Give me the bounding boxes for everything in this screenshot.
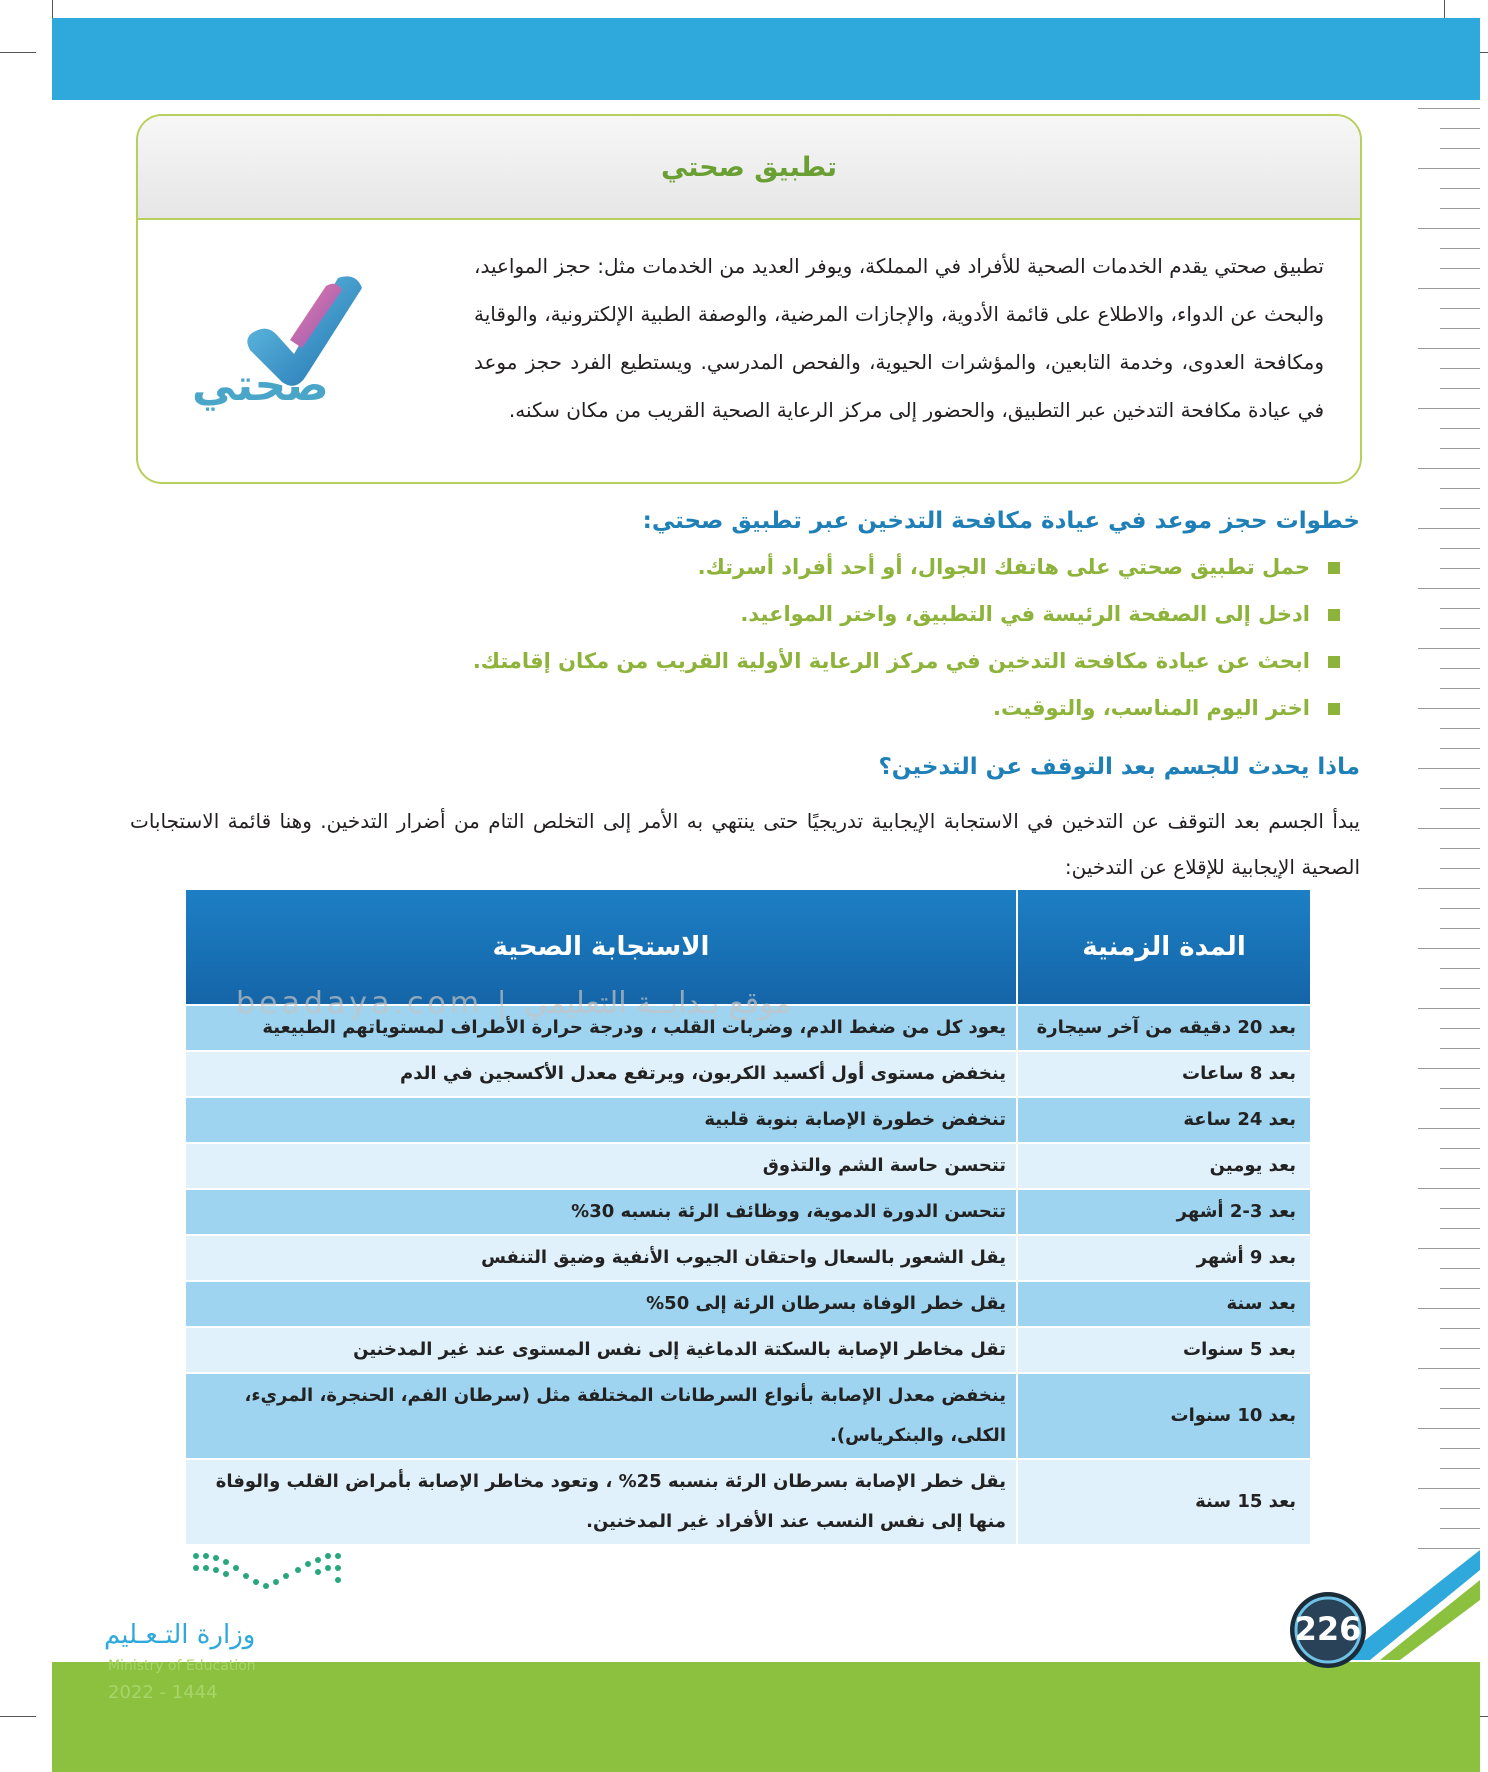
period-cell: بعد 10 سنوات <box>1017 1373 1311 1459</box>
ruler-tick <box>1440 1208 1480 1209</box>
sehhaty-logo <box>192 256 388 426</box>
response-cell: ينخفض معدل الإصابة بأنواع السرطانات المختلفة مثل (سرطان الفم، الحنجرة، المريء، الكلى، والبنكرياس). <box>185 1373 1017 1459</box>
ruler-tick <box>1418 288 1480 289</box>
app-box-header <box>138 116 1360 220</box>
ruler-tick <box>1440 848 1480 849</box>
response-cell: تنخفض خطورة الإصابة بنوبة قلبية <box>185 1097 1017 1143</box>
table-row <box>185 1097 1311 1143</box>
ruler-tick <box>1418 828 1480 829</box>
table-row <box>185 1189 1311 1235</box>
ruler-tick <box>1418 1188 1480 1189</box>
ruler-tick <box>1418 1008 1480 1009</box>
app-info-box <box>136 114 1362 484</box>
step-text: حمل تطبيق صحتي على هاتفك الجوال، أو أحد أفراد أسرتك. <box>697 555 1310 579</box>
ruler-tick <box>1440 1028 1480 1029</box>
ruler-tick <box>1440 1408 1480 1409</box>
response-cell: يقل خطر الإصابة بسرطان الرئة بنسبه 25% ، وتعود مخاطر الإصابة بأمراض القلب والوفاة منها إلى نفس النسب عند الأفراد غير المدخنين. <box>185 1459 1017 1545</box>
ruler-tick <box>1440 688 1480 689</box>
ruler-tick <box>1440 668 1480 669</box>
response-cell: يقل خطر الوفاة بسرطان الرئة إلى 50% <box>185 1281 1017 1327</box>
response-cell: يعود كل من ضغط الدم، وضربات القلب ، ودرجة حرارة الأطراف لمستوياتهم الطبيعية <box>185 1005 1017 1051</box>
ruler-tick <box>1440 388 1480 389</box>
ruler-tick <box>1440 1288 1480 1289</box>
response-cell: ينخفض مستوى أول أكسيد الكربون، ويرتفع معدل الأكسجين في الدم <box>185 1051 1017 1097</box>
ministry-name-en: Ministry of Education <box>108 1658 256 1674</box>
app-box-paragraph: تطبيق صحتي يقدم الخدمات الصحية للأفراد في المملكة، ويوفر العديد من الخدمات مثل: حجز المواعيد، والبحث عن الدواء، والاطلاع على قائمة الأدوية، والإجازات المرضية، والوصفة الطبية الإلكترونية، والوقاية ومكافحة العدوى، وخدمة التابعين، والمؤشرات الحيوية، والفحص المدرسي. ويستطيع الفرد حجز موعد في عيادة مكافحة التدخين عبر التطبيق، والحضور إلى مركز الرعاية الصحية القريب من مكان سكنه. <box>474 254 1324 422</box>
ruler-tick <box>1440 728 1480 729</box>
ruler-tick <box>1440 1148 1480 1149</box>
ruler-tick <box>1440 1108 1480 1109</box>
ruler-tick <box>1440 148 1480 149</box>
list-item <box>473 646 1340 693</box>
ruler-tick <box>1440 548 1480 549</box>
ruler-tick <box>1440 568 1480 569</box>
ruler-tick <box>1440 368 1480 369</box>
ruler-tick <box>1440 868 1480 869</box>
crop-mark <box>0 52 36 53</box>
ruler-tick <box>1440 128 1480 129</box>
ruler-tick <box>1418 408 1480 409</box>
ruler-tick <box>1440 488 1480 489</box>
section-heading: ماذا يحدث للجسم بعد التوقف عن التدخين؟ <box>878 754 1360 780</box>
ruler-tick <box>1418 1128 1480 1129</box>
ruler-tick <box>1440 1388 1480 1389</box>
ruler-tick <box>1418 1308 1480 1309</box>
ruler-tick <box>1440 188 1480 189</box>
ruler-tick <box>1440 1328 1480 1329</box>
table-row <box>185 1459 1311 1545</box>
ruler-tick <box>1418 648 1480 649</box>
ruler-tick <box>1418 708 1480 709</box>
ruler-tick <box>1440 908 1480 909</box>
ruler-tick <box>1418 228 1480 229</box>
period-cell: بعد 15 سنة <box>1017 1459 1311 1545</box>
section-intro: يبدأ الجسم بعد التوقف عن التدخين في الاستجابة الإيجابية تدريجيًا حتى ينتهي به الأمر إلى التخلص التام من أضرار التدخين. وهنا قائمة الاستجابات الصحية الإيجابية للإقلاع عن التدخين: <box>130 809 1360 879</box>
table-row <box>185 1281 1311 1327</box>
ruler-tick <box>1440 508 1480 509</box>
period-cell: بعد 9 أشهر <box>1017 1235 1311 1281</box>
period-cell: بعد 24 ساعة <box>1017 1097 1311 1143</box>
page-number: 226 <box>1294 1610 1362 1648</box>
ruler-tick <box>1440 208 1480 209</box>
crop-mark <box>0 1716 36 1717</box>
period-cell: بعد 8 ساعات <box>1017 1051 1311 1097</box>
ruler-tick <box>1418 168 1480 169</box>
response-cell: تتحسن حاسة الشم والتذوق <box>185 1143 1017 1189</box>
ruler-tick <box>1440 788 1480 789</box>
list-item <box>473 552 1340 599</box>
ruler-tick <box>1418 528 1480 529</box>
steps-heading: خطوات حجز موعد في عيادة مكافحة التدخين عبر تطبيق صحتي: <box>642 508 1360 534</box>
list-item <box>473 599 1340 646</box>
top-color-band <box>52 18 1480 100</box>
steps-list <box>473 552 1340 740</box>
ruler-tick <box>1440 1048 1480 1049</box>
ruler-tick <box>1418 948 1480 949</box>
step-text: اختر اليوم المناسب، والتوقيت. <box>993 696 1310 720</box>
bullet-square-icon <box>1328 562 1340 574</box>
ruler-tick <box>1418 1428 1480 1429</box>
ruler-tick <box>1440 628 1480 629</box>
ruler-tick <box>1440 428 1480 429</box>
ruler-tick <box>1418 1068 1480 1069</box>
ruler-tick <box>1418 588 1480 589</box>
period-cell: بعد 5 سنوات <box>1017 1327 1311 1373</box>
ruler-tick <box>1440 608 1480 609</box>
bullet-square-icon <box>1328 703 1340 715</box>
table-row <box>185 1051 1311 1097</box>
step-text: ادخل إلى الصفحة الرئيسة في التطبيق، واختر المواعيد. <box>740 602 1310 626</box>
ruler-tick <box>1440 1088 1480 1089</box>
ruler-tick <box>1418 348 1480 349</box>
response-cell: تتحسن الدورة الدموية، ووظائف الرئة بنسبه 30% <box>185 1189 1017 1235</box>
ruler-tick <box>1440 1528 1480 1529</box>
ruler-tick <box>1418 768 1480 769</box>
ruler-tick <box>1440 1168 1480 1169</box>
ruler-tick <box>1418 468 1480 469</box>
ruler-tick <box>1418 1488 1480 1489</box>
page-ruler <box>1418 100 1488 1560</box>
ruler-tick <box>1440 1448 1480 1449</box>
ruler-tick <box>1440 1468 1480 1469</box>
ruler-tick <box>1418 1248 1480 1249</box>
ruler-tick <box>1440 1268 1480 1269</box>
table-row <box>185 1327 1311 1373</box>
bullet-square-icon <box>1328 656 1340 668</box>
ruler-tick <box>1418 1368 1480 1369</box>
ruler-tick <box>1440 1228 1480 1229</box>
ruler-tick <box>1440 328 1480 329</box>
logo-wordmark: صحتي <box>192 360 329 411</box>
ruler-tick <box>1418 108 1480 109</box>
ministry-dots-logo-icon <box>188 1548 358 1604</box>
ministry-name: وزارة التـعـليم <box>104 1620 256 1650</box>
ruler-tick <box>1440 968 1480 969</box>
ruler-tick <box>1440 1348 1480 1349</box>
response-cell: تقل مخاطر الإصابة بالسكتة الدماغية إلى نفس المستوى عند غير المدخنين <box>185 1327 1017 1373</box>
ruler-tick <box>1440 448 1480 449</box>
app-box-title: تطبيق صحتي <box>660 151 838 183</box>
ruler-tick <box>1440 928 1480 929</box>
table-row <box>185 1373 1311 1459</box>
period-cell: بعد 20 دقيقه من آخر سيجارة <box>1017 1005 1311 1051</box>
response-cell: يقل الشعور بالسعال واحتقان الجيوب الأنفية وضيق التنفس <box>185 1235 1017 1281</box>
header-period: المدة الزمنية <box>1017 889 1311 1005</box>
period-cell: بعد يومين <box>1017 1143 1311 1189</box>
table-row <box>185 1143 1311 1189</box>
ruler-tick <box>1440 988 1480 989</box>
period-cell: بعد سنة <box>1017 1281 1311 1327</box>
watermark: beadaya.com | موقع بـدايــة التعليمي <box>236 986 791 1021</box>
ruler-tick <box>1418 1548 1480 1549</box>
list-item <box>473 693 1340 740</box>
bullet-square-icon <box>1328 609 1340 621</box>
table-row <box>185 1235 1311 1281</box>
page-number-badge <box>1278 1590 1378 1670</box>
ruler-tick <box>1418 888 1480 889</box>
step-text: ابحث عن عيادة مكافحة التدخين في مركز الرعاية الأولية القريب من مكان إقامتك. <box>472 649 1310 673</box>
ruler-tick <box>1440 808 1480 809</box>
edition-year: 2022 - 1444 <box>108 1682 218 1703</box>
ruler-tick <box>1440 268 1480 269</box>
ruler-tick <box>1440 248 1480 249</box>
header-response: الاستجابة الصحية <box>185 889 1017 1005</box>
ruler-tick <box>1440 308 1480 309</box>
ruler-tick <box>1440 748 1480 749</box>
ruler-tick <box>1440 1508 1480 1509</box>
bottom-color-band <box>52 1662 1480 1772</box>
period-cell: بعد 3-2 أشهر <box>1017 1189 1311 1235</box>
